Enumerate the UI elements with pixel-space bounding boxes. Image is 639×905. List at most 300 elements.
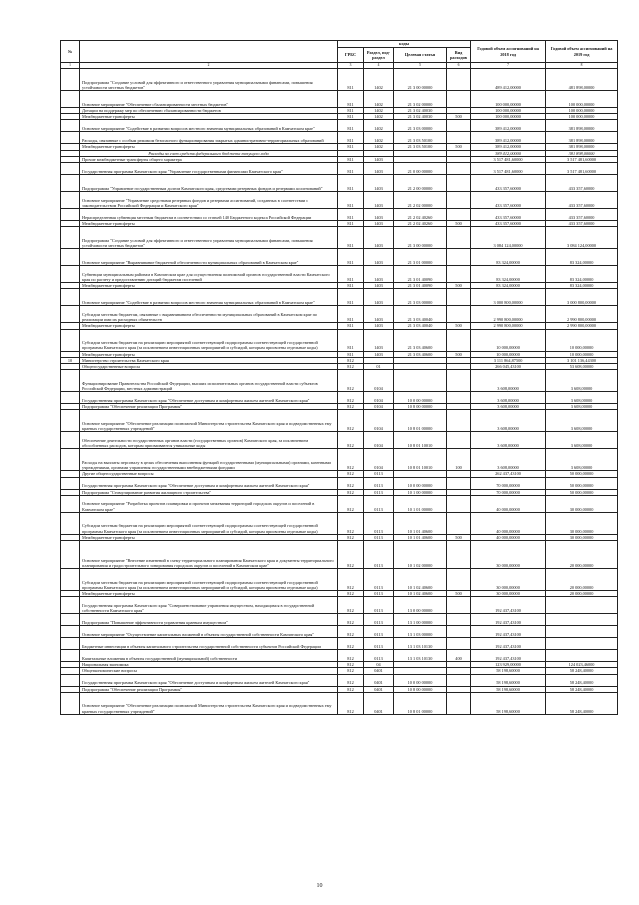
row-vid <box>447 266 471 283</box>
row-value-2018: 10 000,00000 <box>471 329 546 351</box>
row-grbs: 812 <box>338 471 364 477</box>
row-number <box>61 192 80 209</box>
col-header-razdel: Раздел, под-раздел <box>364 48 394 63</box>
row-value-2018: 83 324,00000 <box>471 283 546 289</box>
row-target: 13 1 03 10130 <box>394 638 447 650</box>
row-value-2019: 50 000,00000 <box>546 477 618 489</box>
row-target: 13 1 00 00000 <box>394 614 447 626</box>
row-value-2018: 389 412,00000 <box>471 150 546 156</box>
row-value-2019: 58 248,40000 <box>546 692 618 714</box>
row-razdel: 1403 <box>364 266 394 283</box>
row-value-2018: 70 000,00000 <box>471 477 546 489</box>
row-value-2019 <box>546 626 618 638</box>
row-razdel: 1403 <box>364 221 394 227</box>
row-value-2019: 3 608,00000 <box>546 449 618 471</box>
row-value-2019: 10 000,00000 <box>546 329 618 351</box>
row-vid <box>447 163 471 175</box>
row-target: 21 3 00 00000 <box>394 69 447 91</box>
row-razdel: 0113 <box>364 495 394 512</box>
table-row <box>61 495 618 512</box>
table-row <box>61 692 618 714</box>
table-row <box>61 227 618 249</box>
row-vid: 500 <box>447 221 471 227</box>
row-target: 21 2 02 00000 <box>394 192 447 209</box>
row-name: Дотации на поддержку мер по обеспечению сбалансированности бюджетов <box>80 108 338 114</box>
row-name: Нераспределенная субвенция местным бюджетам в соответствии со статьей 140 Бюджетного кодекса Российской Федерации <box>80 209 338 221</box>
row-razdel: 0113 <box>364 597 394 614</box>
table-row <box>61 192 618 209</box>
row-target: 10 1 01 40600 <box>394 534 447 540</box>
row-number <box>61 329 80 351</box>
row-value-2019 <box>546 597 618 614</box>
row-grbs: 812 <box>338 449 364 471</box>
row-name: Основное мероприятие "Выравнивание бюджетной обеспеченности муниципальных образований в Камчатском крае" <box>80 249 338 266</box>
row-value-2018: 3 608,00000 <box>471 410 546 432</box>
row-name: Основное мероприятие "Обеспечение реализации полномочий Министерства строительства Камчатского края и подведомственных ему краевых государственных учреждений" <box>80 692 338 714</box>
row-target: 10 8 00 00000 <box>394 404 447 410</box>
row-name: Подпрограмма "Создание условий для эффективного и ответственного управления муниципальными финансами, повышения устойчивости местных бюджетов" <box>80 227 338 249</box>
row-grbs: 812 <box>338 489 364 495</box>
row-value-2019: 3 101 136,44300 <box>546 357 618 363</box>
row-name: Подпрограмма "Повышение эффективности управления краевым имуществом" <box>80 614 338 626</box>
row-name: Государственная программа Камчатского края "Управление государственными финансами Камчатского края" <box>80 163 338 175</box>
row-razdel: 0113 <box>364 626 394 638</box>
row-value-2019: 3 000 800,00000 <box>546 289 618 306</box>
row-target: 21 3 01 40090 <box>394 266 447 283</box>
row-target: 10 0 00 00000 <box>394 477 447 489</box>
row-grbs: 812 <box>338 432 364 449</box>
row-value-2018: 58 198,60000 <box>471 668 546 674</box>
row-number <box>61 392 80 404</box>
table-row <box>61 638 618 650</box>
table-row <box>61 266 618 283</box>
row-vid <box>447 306 471 323</box>
table-row <box>61 392 618 404</box>
row-razdel: 0113 <box>364 541 394 569</box>
table-row <box>61 597 618 614</box>
row-value-2019: 58 248,40000 <box>546 668 618 674</box>
row-number: 10 <box>61 357 80 363</box>
row-grbs: 811 <box>338 323 364 329</box>
table-body <box>61 69 618 715</box>
row-value-2018: 40 000,00000 <box>471 512 546 534</box>
row-value-2019 <box>546 614 618 626</box>
row-name: Основное мероприятие "Осуществление капитальных вложений в объекты государственной собственности Камчатского края" <box>80 626 338 638</box>
row-grbs: 812 <box>338 495 364 512</box>
row-grbs: 811 <box>338 69 364 91</box>
row-vid <box>447 541 471 569</box>
table-row <box>61 449 618 471</box>
row-razdel: 0113 <box>364 489 394 495</box>
row-value-2019: 481 898,00000 <box>546 69 618 91</box>
row-number <box>61 614 80 626</box>
row-grbs: 811 <box>338 289 364 306</box>
row-number <box>61 69 80 91</box>
row-name: Межбюджетные трансферты <box>80 221 338 227</box>
row-grbs: 811 <box>338 91 364 108</box>
col-header-grbs: ГРБС <box>338 48 364 63</box>
row-grbs: 812 <box>338 668 364 674</box>
row-razdel: 0113 <box>364 471 394 477</box>
row-name: Государственная программа Камчатского края "Обеспечение доступным и комфортным жильем жителей Камчатского края" <box>80 392 338 404</box>
row-value-2019: 3 084 124,00000 <box>546 227 618 249</box>
row-target: 21 2 02 40260 <box>394 221 447 227</box>
row-name: Подпрограмма "Обеспечение реализации Программы" <box>80 404 338 410</box>
row-value-2018: 433 357,60000 <box>471 221 546 227</box>
row-number <box>61 249 80 266</box>
row-razdel: 0113 <box>364 534 394 540</box>
row-name: Субсидии местным бюджетам на реализацию мероприятий соответствующей подпрограммы соответствующей государственной программы Камчатского края (за исключением инвестиционных мероприятий и субсидий, которым присвоены отдельные коды) <box>80 329 338 351</box>
row-value-2019: 30 000,00000 <box>546 512 618 534</box>
row-grbs: 812 <box>338 364 364 370</box>
row-value-2019: 2 990 800,00000 <box>546 323 618 329</box>
row-grbs: 811 <box>338 192 364 209</box>
row-name: Субсидии местным бюджетам на реализацию мероприятий соответствующей подпрограммы соответствующей государственной программы Камчатского края (за исключением инвестиционных мероприятий и субсидий, которым присвоены отдельные коды) <box>80 512 338 534</box>
row-name: Основное мероприятие "Обеспечение реализации полномочий Министерства строительства Камчатского края и подведомственных ему краевых государственных учреждений" <box>80 410 338 432</box>
row-number <box>61 597 80 614</box>
row-vid: 500 <box>447 114 471 120</box>
row-name: Межбюджетные трансферты <box>80 144 338 150</box>
row-number <box>61 569 80 591</box>
table-row <box>61 614 618 626</box>
row-grbs: 812 <box>338 614 364 626</box>
row-value-2019: 433 357,60000 <box>546 175 618 192</box>
row-name: Межбюджетные трансферты <box>80 351 338 357</box>
row-name: Капитальные вложения в объекты государственной (муниципальной) собственности <box>80 650 338 662</box>
row-grbs: 811 <box>338 329 364 351</box>
table-row <box>61 477 618 489</box>
budget-table <box>60 40 618 715</box>
col-header-num: № <box>61 41 80 63</box>
row-target: 21 3 03 00000 <box>394 289 447 306</box>
row-name: Основное мероприятие "Внесение изменений в схему территориального планирования Камчатского края и документы территориального планирования и градостроительного зонирования городских округов и поселений в Камчатском крае" <box>80 541 338 569</box>
row-razdel: 1403 <box>364 329 394 351</box>
row-number <box>61 650 80 662</box>
row-razdel: 1403 <box>364 175 394 192</box>
row-vid: 500 <box>447 323 471 329</box>
row-vid <box>447 392 471 404</box>
row-target: 21 3 01 00000 <box>394 249 447 266</box>
row-value-2018: 58 198,60000 <box>471 692 546 714</box>
row-razdel: 0104 <box>364 410 394 432</box>
row-value-2018: 3 084 124,00000 <box>471 227 546 249</box>
table-row <box>61 163 618 175</box>
table-row <box>61 674 618 686</box>
col-header-vid: Вид расходов <box>447 48 471 63</box>
row-value-2018: 433 357,60000 <box>471 175 546 192</box>
row-name: Подпрограмма "Создание условий для эффективного и ответственного управления муниципальными финансами, повышения устойчивости местных бюджетов" <box>80 69 338 91</box>
row-razdel: 0113 <box>364 650 394 662</box>
table-row <box>61 541 618 569</box>
row-number <box>61 674 80 686</box>
row-value-2019: 58 248,40000 <box>546 674 618 686</box>
row-razdel: 1402 <box>364 120 394 132</box>
row-razdel: 1403 <box>364 289 394 306</box>
row-grbs: 812 <box>338 370 364 392</box>
row-number <box>61 132 80 144</box>
row-target: 13 1 03 00000 <box>394 626 447 638</box>
row-target: 10 1 02 40600 <box>394 591 447 597</box>
row-value-2019: 381 898,00000 <box>546 120 618 132</box>
table-row <box>61 175 618 192</box>
row-vid: 500 <box>447 534 471 540</box>
row-name: Субвенции муниципальным районам в Камчатском крае для осуществления полномочий органов государственной власти Камчатского края по расчету и предоставлению дотаций бюджетам поселений <box>80 266 338 283</box>
row-name: Межбюджетные трансферты <box>80 534 338 540</box>
row-name: Общегосударственные вопросы <box>80 364 338 370</box>
column-number: 7 <box>471 63 546 69</box>
row-grbs: 812 <box>338 534 364 540</box>
row-target: 13 0 00 00000 <box>394 597 447 614</box>
row-target: 10 8 01 10010 <box>394 432 447 449</box>
row-vid <box>447 329 471 351</box>
row-razdel: 0401 <box>364 674 394 686</box>
row-vid <box>447 192 471 209</box>
row-target: 21 3 03 00000 <box>394 120 447 132</box>
row-value-2018: 433 357,60000 <box>471 209 546 221</box>
row-number <box>61 209 80 221</box>
row-vid: 500 <box>447 283 471 289</box>
row-number <box>61 449 80 471</box>
row-value-2018: 58 198,60000 <box>471 674 546 686</box>
row-value-2018: 70 000,00000 <box>471 489 546 495</box>
row-number <box>61 638 80 650</box>
row-value-2019: 58 248,40000 <box>546 686 618 692</box>
row-grbs: 812 <box>338 512 364 534</box>
row-name: Подпрограмма "Управление государственным долгом Камчатского края, средствами резервных фондов и резервами ассигнований" <box>80 175 338 192</box>
row-name: Министерство строительства Камчатского края <box>80 357 338 363</box>
table-row <box>61 329 618 351</box>
row-name: Межбюджетные трансферты <box>80 114 338 120</box>
row-name: Субсидии местным бюджетам, связанные с выравниванием обеспеченности муниципальных образований в Камчатском крае по реализации ими их расходных обязательств <box>80 306 338 323</box>
table-row <box>61 132 618 144</box>
row-value-2018: 3 000 800,00000 <box>471 289 546 306</box>
row-target: 21 3 01 40090 <box>394 283 447 289</box>
row-razdel: 0401 <box>364 686 394 692</box>
row-grbs: 812 <box>338 410 364 432</box>
col-header-2018: Годовой объем ассигнований на 2018 год <box>471 41 546 63</box>
row-razdel: 1403 <box>364 249 394 266</box>
row-target: 10 1 01 00000 <box>394 495 447 512</box>
table-row <box>61 432 618 449</box>
row-value-2018: 83 324,00000 <box>471 249 546 266</box>
row-number <box>61 227 80 249</box>
row-name: Основное мероприятие "Содействие в развитии вопросов местного значения муниципальных образований в Камчатском крае" <box>80 120 338 132</box>
row-value-2018: 30 000,00000 <box>471 591 546 597</box>
row-vid <box>447 227 471 249</box>
row-grbs: 812 <box>338 477 364 489</box>
row-value-2018: 10 000,00000 <box>471 351 546 357</box>
row-vid <box>447 477 471 489</box>
row-value-2019: 50 000,00000 <box>546 489 618 495</box>
row-value-2019: 83 324,00000 <box>546 266 618 283</box>
row-grbs: 811 <box>338 144 364 150</box>
row-value-2019: 30 000,00000 <box>546 495 618 512</box>
row-target: 13 1 03 10130 <box>394 650 447 662</box>
row-razdel: 1402 <box>364 132 394 144</box>
row-target: 10 1 01 40600 <box>394 512 447 534</box>
table-row <box>61 512 618 534</box>
row-target: 10 1 02 40600 <box>394 569 447 591</box>
row-target: 21 3 03 40600 <box>394 329 447 351</box>
row-razdel: 1403 <box>364 163 394 175</box>
row-value-2018: 2 990 800,00000 <box>471 323 546 329</box>
row-number <box>61 541 80 569</box>
row-number <box>61 175 80 192</box>
row-value-2019: 100 000,00000 <box>546 114 618 120</box>
row-vid: 500 <box>447 144 471 150</box>
row-vid <box>447 692 471 714</box>
row-vid <box>447 410 471 432</box>
row-value-2019 <box>546 638 618 650</box>
row-value-2018: 100 000,00000 <box>471 91 546 108</box>
row-value-2019: 50 000,00000 <box>546 471 618 477</box>
row-razdel: 0104 <box>364 449 394 471</box>
row-razdel: 0104 <box>364 370 394 392</box>
row-razdel: 04 <box>364 662 394 668</box>
row-grbs: 812 <box>338 357 364 363</box>
row-razdel: 1403 <box>364 351 394 357</box>
table-row <box>61 249 618 266</box>
column-number: 5 <box>394 63 447 69</box>
row-target: 10 0 00 00000 <box>394 674 447 686</box>
table-row <box>61 306 618 323</box>
row-grbs: 812 <box>338 638 364 650</box>
row-value-2018: 192 437,43100 <box>471 614 546 626</box>
row-value-2019: 381 898,00000 <box>546 132 618 144</box>
row-name: Прочие межбюджетные трансферты общего характера <box>80 156 338 162</box>
row-vid <box>447 91 471 108</box>
row-vid: 100 <box>447 449 471 471</box>
row-target: 10 8 00 00000 <box>394 686 447 692</box>
row-value-2018: 192 437,43100 <box>471 650 546 662</box>
table-row <box>61 91 618 108</box>
row-vid <box>447 569 471 591</box>
row-vid <box>447 249 471 266</box>
row-value-2019: 3 517 481,60000 <box>546 156 618 162</box>
table-row <box>61 370 618 392</box>
row-name: Основное мероприятие "Управление средствами резервных фондов и резервами ассигнований, созданных в соответствии с законодательством Российской Федерации и Камчатского края" <box>80 192 338 209</box>
row-name: Государственная программа Камчатского края "Совершенствование управления имуществом, находящимся в государственной собственности Камчатского края" <box>80 597 338 614</box>
row-razdel: 0104 <box>364 392 394 404</box>
row-grbs: 812 <box>338 541 364 569</box>
row-value-2019: 433 357,60000 <box>546 192 618 209</box>
row-razdel: 1402 <box>364 144 394 150</box>
table-row <box>61 209 618 221</box>
column-number: 3 <box>338 63 364 69</box>
row-target: 21 3 03 40040 <box>394 306 447 323</box>
row-razdel: 0113 <box>364 569 394 591</box>
row-value-2018: 3 517 481,60000 <box>471 163 546 175</box>
row-razdel: 1403 <box>364 227 394 249</box>
row-grbs: 811 <box>338 209 364 221</box>
table-row <box>61 120 618 132</box>
row-value-2019: 83 324,00000 <box>546 283 618 289</box>
row-razdel: 0401 <box>364 692 394 714</box>
row-number <box>61 512 80 534</box>
row-razdel: 1403 <box>364 306 394 323</box>
table-row <box>61 410 618 432</box>
row-number <box>61 306 80 323</box>
row-number <box>61 163 80 175</box>
col-header-2019: Годовой объем ассигнований на 2019 год <box>546 41 618 63</box>
row-target: 10 8 01 00000 <box>394 692 447 714</box>
row-vid <box>447 674 471 686</box>
row-value-2019: 433 357,60000 <box>546 221 618 227</box>
row-grbs: 811 <box>338 163 364 175</box>
row-number <box>61 410 80 432</box>
row-value-2019: 10 000,00000 <box>546 351 618 357</box>
row-target: 21 3 03 40040 <box>394 323 447 329</box>
row-grbs: 812 <box>338 692 364 714</box>
row-value-2018: 192 437,43100 <box>471 638 546 650</box>
row-target: 21 2 02 40260 <box>394 209 447 221</box>
row-target: 21 3 02 40030 <box>394 108 447 114</box>
table-row <box>61 650 618 662</box>
row-value-2019: 2 990 800,00000 <box>546 306 618 323</box>
row-value-2019: 30 000,00000 <box>546 534 618 540</box>
row-value-2018: 30 000,00000 <box>471 569 546 591</box>
col-header-name <box>80 41 338 63</box>
row-grbs: 812 <box>338 392 364 404</box>
row-vid <box>447 638 471 650</box>
row-vid <box>447 120 471 132</box>
row-number <box>61 91 80 108</box>
row-name: Функционирование Правительства Российской Федерации, высших исполнительных органов государственной власти субъектов Российской Федерации, местных администраций <box>80 370 338 392</box>
budget-table-sheet <box>60 40 617 715</box>
row-value-2019: 53 608,00000 <box>546 364 618 370</box>
row-name: Другие общегосударственные вопросы <box>80 471 338 477</box>
row-target: 21 0 00 00000 <box>394 163 447 175</box>
row-value-2019: 100 000,00000 <box>546 108 618 114</box>
row-value-2018: 389 412,00000 <box>471 120 546 132</box>
row-name: Подпрограмма "Обеспечение реализации Программы" <box>80 686 338 692</box>
row-razdel: 1403 <box>364 192 394 209</box>
row-value-2018: 100 000,00000 <box>471 114 546 120</box>
row-vid <box>447 512 471 534</box>
row-vid: 500 <box>447 591 471 597</box>
row-value-2019: 3 608,00000 <box>546 392 618 404</box>
col-header-target: Целевая статья <box>394 48 447 63</box>
row-number <box>61 477 80 489</box>
table-row <box>61 289 618 306</box>
row-value-2019: 124 023,46000 <box>546 662 618 668</box>
row-value-2018: 433 357,60000 <box>471 192 546 209</box>
row-value-2019: 3 608,00000 <box>546 432 618 449</box>
row-number <box>61 432 80 449</box>
row-grbs: 811 <box>338 266 364 283</box>
row-value-2019 <box>546 650 618 662</box>
row-value-2018: 40 000,00000 <box>471 534 546 540</box>
row-value-2018: 266 045,43100 <box>471 364 546 370</box>
row-number <box>61 120 80 132</box>
row-value-2018: 3 608,00000 <box>471 392 546 404</box>
row-value-2018: 3 608,00000 <box>471 449 546 471</box>
row-value-2019: 20 000,00000 <box>546 591 618 597</box>
row-value-2018: 3 608,00000 <box>471 404 546 410</box>
column-number: 8 <box>546 63 618 69</box>
row-vid <box>447 175 471 192</box>
row-value-2018: 489 412,00000 <box>471 69 546 91</box>
row-value-2018: 3 111 864,87500 <box>471 357 546 363</box>
column-number: 2 <box>80 63 338 69</box>
row-vid <box>447 132 471 144</box>
row-value-2018: 192 437,43100 <box>471 597 546 614</box>
row-target: 10 0 00 00000 <box>394 392 447 404</box>
row-number <box>61 289 80 306</box>
row-grbs: 812 <box>338 597 364 614</box>
row-vid: 400 <box>447 650 471 662</box>
row-name: Основное мероприятие "Содействие в развитии вопросов местного значения муниципальных образований в Камчатском крае" <box>80 289 338 306</box>
